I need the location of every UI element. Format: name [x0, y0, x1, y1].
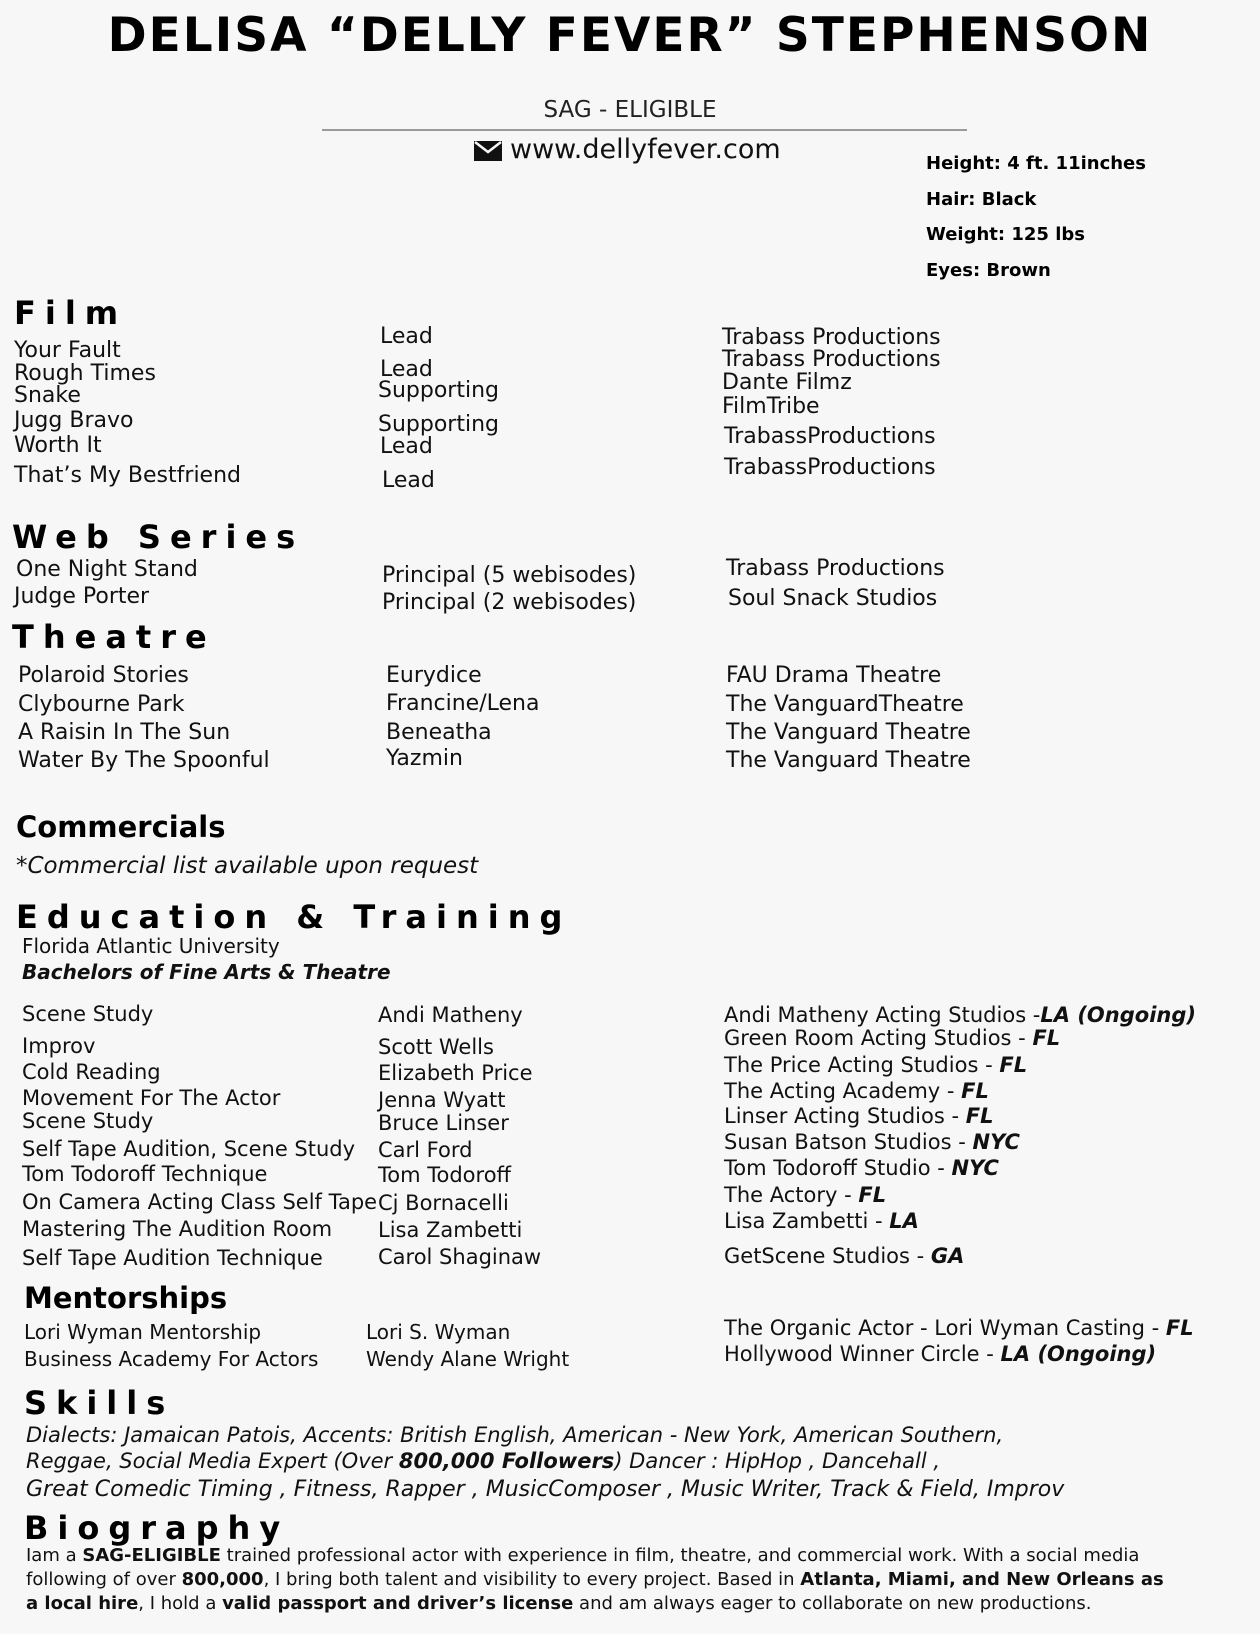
training-class: Scene Study	[22, 1002, 154, 1026]
theatre-company: FAU Drama Theatre	[726, 663, 942, 688]
training-teacher: Carol Shaginaw	[378, 1245, 542, 1269]
theatre-company: The Vanguard Theatre	[726, 720, 971, 745]
theatre-title: Water By The Spoonful	[18, 748, 270, 773]
mentor-name: Wendy Alane Wright	[366, 1347, 570, 1371]
film-title: Rough Times	[14, 361, 156, 386]
training-teacher: Tom Todoroff	[378, 1163, 512, 1187]
training-teacher: Cj Bornacelli	[378, 1191, 509, 1215]
training-teacher: Carl Ford	[378, 1138, 473, 1162]
training-teacher: Scott Wells	[378, 1035, 494, 1059]
skills-line: Reggae, Social Media Expert (Over 800,000 Followers) Dancer : HipHop , Dancehall ,	[26, 1449, 941, 1473]
training-teacher: Elizabeth Price	[378, 1061, 533, 1085]
skills-heading: Skills	[24, 1384, 175, 1422]
theatre-title: A Raisin In The Sun	[18, 720, 231, 745]
film-heading: Film	[14, 294, 128, 332]
education-heading: Education & Training	[16, 898, 572, 936]
theatre-company: The Vanguard Theatre	[726, 748, 971, 773]
union-status: SAG - ELIGIBLE	[543, 97, 717, 123]
training-studio: The Price Acting Studios - FL	[724, 1053, 1028, 1077]
theatre-company: The VanguardTheatre	[726, 692, 964, 717]
theatre-role: Francine/Lena	[386, 691, 540, 716]
hair-stat: Hair: Black	[926, 189, 1037, 210]
theatre-role: Eurydice	[386, 663, 482, 688]
film-role: Lead	[380, 324, 433, 349]
training-studio: Tom Todoroff Studio - NYC	[724, 1156, 999, 1180]
school-name: Florida Atlantic University	[22, 934, 280, 958]
training-studio: Green Room Acting Studios - FL	[724, 1026, 1061, 1050]
training-studio: The Acting Academy - FL	[724, 1079, 989, 1103]
web-series-company: Trabass Productions	[726, 556, 945, 581]
film-role: Supporting	[378, 378, 499, 403]
mentorship-org: Hollywood Winner Circle - LA (Ongoing)	[724, 1342, 1157, 1366]
film-company: TrabassProductions	[724, 455, 936, 480]
mentor-name: Lori S. Wyman	[366, 1320, 511, 1344]
height-stat: Height: 4 ft. 11inches	[926, 153, 1146, 174]
training-studio: GetScene Studios - GA	[724, 1244, 965, 1268]
theatre-heading: Theatre	[12, 618, 216, 656]
web-series-title: One Night Stand	[16, 557, 198, 582]
web-series-company: Soul Snack Studios	[728, 586, 938, 611]
web-series-title: Judge Porter	[14, 584, 150, 609]
theatre-role: Beneatha	[386, 720, 492, 745]
mentorships-heading: Mentorships	[24, 1281, 228, 1315]
resume-name: DELISA “DELLY FEVER” STEPHENSON	[107, 8, 1153, 63]
training-studio: Lisa Zambetti - LA	[724, 1209, 919, 1233]
mentorship-program: Business Academy For Actors	[24, 1347, 319, 1371]
degree: Bachelors of Fine Arts & Theatre	[22, 960, 391, 984]
training-class: Tom Todoroff Technique	[22, 1162, 268, 1186]
biography-heading: Biography	[24, 1509, 290, 1547]
film-title: Worth It	[14, 433, 102, 458]
film-title: Jugg Bravo	[14, 408, 134, 433]
biography-text: Iam a SAG-ELIGIBLE trained professional actor with experience in film, theatre, and commercial work. With a social media following of over 800,000, I bring both talent and visibility to every project. Based in Atlanta, Miami, and New Orleans as a local hire, I hold a valid passport and driver’s license and am always eager to collaborate on new productions.	[26, 1545, 1164, 1614]
commercials-note: *Commercial list available upon request	[16, 853, 479, 879]
training-class: On Camera Acting Class Self Tape	[22, 1190, 378, 1214]
web-series-role: Principal (5 webisodes)	[382, 563, 637, 588]
skills-line: Dialects: Jamaican Patois, Accents: British English, American - New York, American Southern,	[26, 1423, 1004, 1447]
skills-line: Great Comedic Timing , Fitness, Rapper , MusicComposer , Music Writer, Track & Field, Improv	[26, 1477, 1065, 1502]
training-class: Movement For The Actor	[22, 1086, 281, 1110]
theatre-title: Polaroid Stories	[18, 663, 189, 688]
training-teacher: Bruce Linser	[378, 1111, 509, 1135]
training-studio: Linser Acting Studios - FL	[724, 1104, 994, 1128]
film-role: Lead	[380, 434, 433, 459]
envelope-icon	[474, 141, 502, 161]
training-studio: The Actory - FL	[724, 1183, 887, 1207]
training-class: Mastering The Audition Room	[22, 1217, 333, 1241]
training-class: Improv	[22, 1034, 96, 1058]
film-role: Lead	[380, 357, 433, 382]
film-title: That’s My Bestfriend	[14, 463, 241, 488]
theatre-role: Yazmin	[386, 746, 463, 771]
training-studio: Andi Matheny Acting Studios -LA (Ongoing)	[724, 1003, 1196, 1027]
training-studio: Susan Batson Studios - NYC	[724, 1130, 1020, 1154]
film-title: Snake	[14, 383, 81, 408]
film-company: TrabassProductions	[724, 424, 936, 449]
website-line	[474, 134, 781, 165]
film-role: Lead	[382, 468, 435, 493]
training-class: Cold Reading	[22, 1060, 161, 1084]
training-teacher: Jenna Wyatt	[378, 1088, 506, 1112]
film-role: Supporting	[378, 412, 499, 437]
commercials-heading: Commercials	[16, 810, 226, 844]
theatre-title: Clybourne Park	[18, 692, 185, 717]
web-series-role: Principal (2 webisodes)	[382, 590, 637, 615]
mentorship-org: The Organic Actor - Lori Wyman Casting - FL	[724, 1316, 1194, 1340]
training-class: Self Tape Audition Technique	[22, 1246, 323, 1270]
training-teacher: Lisa Zambetti	[378, 1218, 523, 1242]
training-class: Scene Study	[22, 1109, 154, 1133]
training-class: Self Tape Audition, Scene Study	[22, 1137, 356, 1161]
film-company: Trabass Productions	[722, 325, 941, 350]
weight-stat: Weight: 125 lbs	[926, 224, 1085, 245]
film-company: Dante Filmz	[722, 370, 852, 395]
film-title: Your Fault	[14, 338, 121, 363]
eyes-stat: Eyes: Brown	[926, 260, 1051, 281]
website-link[interactable]: www.dellyfever.com	[510, 134, 781, 165]
training-teacher: Andi Matheny	[378, 1003, 523, 1027]
mentorship-program: Lori Wyman Mentorship	[24, 1320, 262, 1344]
web-series-heading: Web Series	[12, 518, 305, 556]
header-divider	[322, 129, 967, 131]
film-company: Trabass Productions	[722, 347, 941, 372]
film-company: FilmTribe	[722, 394, 820, 419]
